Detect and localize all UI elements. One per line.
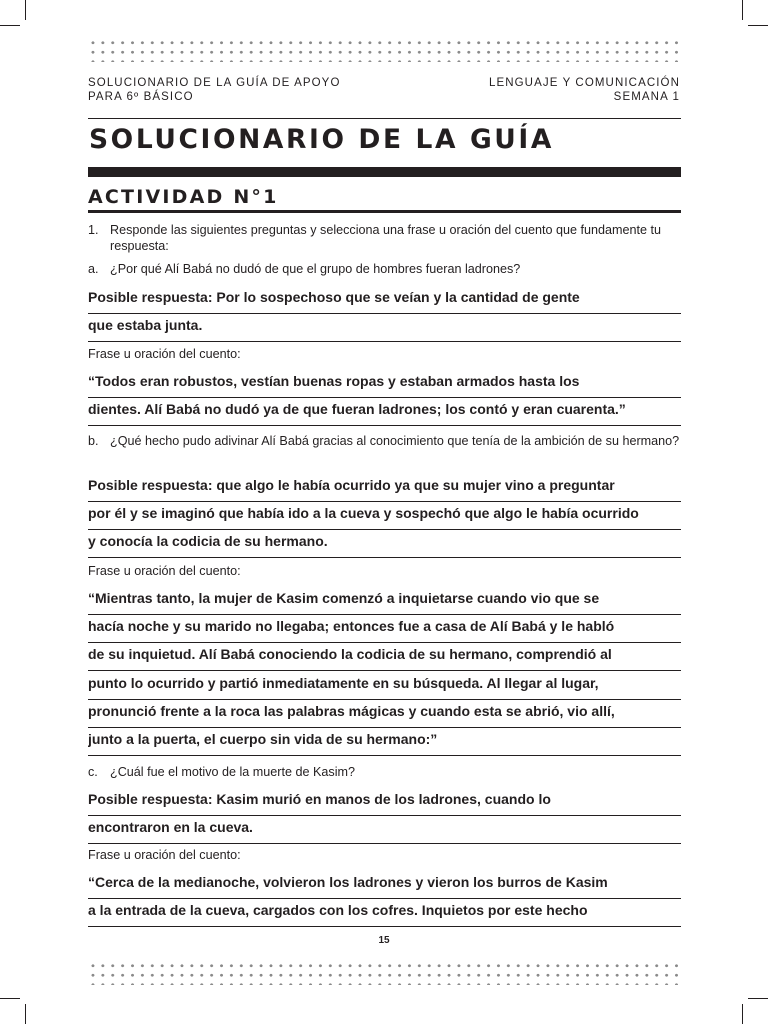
question-text: ¿Por qué Alí Babá no dudó de que el grupo de hombres fueran ladrones? — [110, 262, 521, 276]
quote-line: dientes. Alí Babá no dudó ya de que fueran ladrones; los contó y eran cuarenta.” — [88, 398, 681, 426]
instruction-marker: 1. — [88, 223, 99, 237]
answer-line: encontraron en la cueva. — [88, 816, 681, 844]
header-left — [88, 76, 341, 104]
quote-label: Frase u oración del cuento: — [88, 564, 241, 578]
dot-pattern-bottom — [88, 961, 680, 985]
quote-line: a la entrada de la cueva, cargados con los cofres. Inquietos por este hecho — [88, 899, 681, 927]
crop-mark — [0, 25, 20, 26]
question-c — [88, 765, 680, 781]
question-marker: b. — [88, 434, 99, 448]
quote-label: Frase u oración del cuento: — [88, 848, 241, 862]
quote-line: “Mientras tanto, la mujer de Kasim comenzó a inquietarse cuando vio que se — [88, 587, 681, 615]
crop-mark — [748, 25, 768, 26]
header-grade: PARA 6º BÁSICO — [88, 91, 194, 103]
quote-line: “Todos eran robustos, vestían buenas ropas y estaban armados hasta los — [88, 370, 681, 398]
header-rule — [88, 118, 681, 119]
crop-mark — [25, 1004, 26, 1024]
question-b — [88, 434, 680, 450]
answer-line: por él y se imaginó que había ido a la cueva y sospechó que algo le había ocurrido — [88, 502, 681, 530]
instruction — [88, 223, 680, 254]
page-number: 15 — [378, 935, 390, 946]
quote-label: Frase u oración del cuento: — [88, 347, 241, 361]
page-title: SOLUCIONARIO DE LA GUÍA — [89, 124, 554, 155]
quote-line: “Cerca de la medianoche, volvieron los ladrones y vieron los burros de Kasim — [88, 871, 681, 899]
question-a — [88, 262, 680, 278]
header-guide-title: SOLUCIONARIO DE LA GUÍA DE APOYO — [88, 77, 341, 89]
question-marker: c. — [88, 765, 98, 779]
crop-mark — [742, 1004, 743, 1024]
question-marker: a. — [88, 262, 99, 276]
crop-mark — [25, 0, 26, 20]
question-text: ¿Qué hecho pudo adivinar Alí Babá gracias al conocimiento que tenía de la ambición de su hermano? — [110, 434, 680, 448]
crop-mark — [0, 998, 20, 999]
title-bar — [88, 167, 681, 177]
quote-line: junto a la puerta, el cuerpo sin vida de su hermano:” — [88, 728, 681, 756]
question-text: ¿Cuál fue el motivo de la muerte de Kasim? — [110, 765, 355, 779]
header-subject: LENGUAJE Y COMUNICACIÓN — [488, 77, 680, 89]
activity-rule — [88, 210, 681, 213]
activity-heading: ACTIVIDAD N°1 — [88, 186, 279, 208]
quote-line: punto lo ocurrido y partió inmediatamente en su búsqueda. Al llegar al lugar, — [88, 672, 681, 700]
answer-line: y conocía la codicia de su hermano. — [88, 530, 681, 558]
answer-line: Posible respuesta: que algo le había ocurrido ya que su mujer vino a preguntar — [88, 474, 681, 502]
header-right — [489, 76, 680, 104]
quote-line: de su inquietud. Alí Babá conociendo la codicia de su hermano, comprendió al — [88, 643, 681, 671]
answer-line: Posible respuesta: Kasim murió en manos de los ladrones, cuando lo — [88, 788, 681, 816]
answer-line: que estaba junta. — [88, 314, 681, 342]
instruction-text: Responde las siguientes preguntas y selecciona una frase u oración del cuento que fundamente tu respuesta: — [110, 223, 661, 253]
quote-line: hacía noche y su marido no llegaba; entonces fue a casa de Alí Babá y le habló — [88, 615, 681, 643]
header-week: SEMANA 1 — [613, 91, 680, 103]
dot-pattern-top — [88, 38, 680, 62]
crop-mark — [742, 0, 743, 20]
crop-mark — [748, 998, 768, 999]
quote-line: pronunció frente a la roca las palabras mágicas y cuando esta se abrió, vio allí, — [88, 700, 681, 728]
answer-line: Posible respuesta: Por lo sospechoso que se veían y la cantidad de gente — [88, 286, 681, 314]
